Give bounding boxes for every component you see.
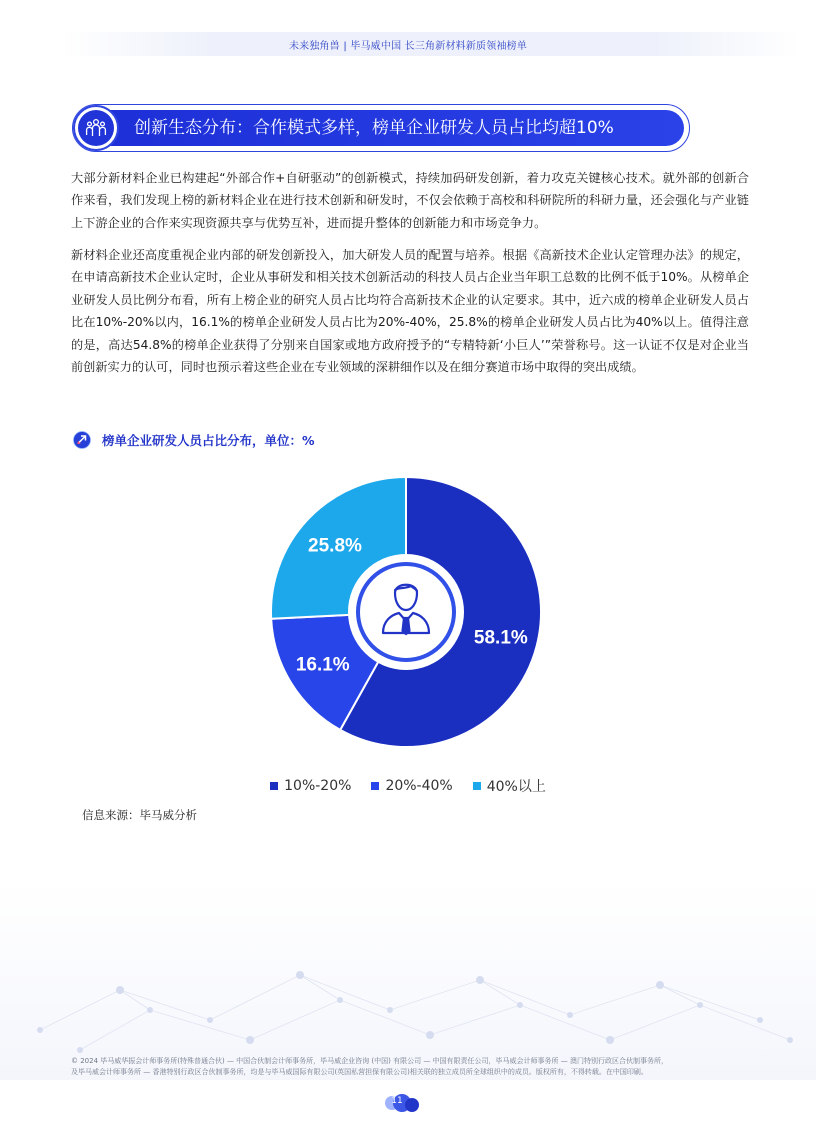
legend-item-20-40 — [371, 776, 452, 796]
data-label-3: 25.8% — [308, 535, 362, 557]
body-paragraph-2: 新材料企业还高度重视企业内部的研发创新投入，加大研发人员的配置与培养。根据《高新技术企业认定管理办法》的规定，在申请高新技术企业认定时，企业从事研发和相关技术创新活动的科技人员占企业当年职工总数的比例不低于10%。从榜单企业研发人员比例分布看，所有上榜企业的研究人员占比均符合高新技术企业的认定要求。其中，近六成的榜单企业研发人员占比在10%-20%以内，16.1%的榜单企业研发人员占比为20%-40%，25.8%的榜单企业研发人员占比为40%以上。值得注意的是，高达54.8%的榜单企业获得了分别来自国家或地方政府授予的“专精特新‘小巨人’”荣誉称号。这一认证不仅是对企业当前创新实力的认可，同时也预示着这些企业在专业领域的深耕细作以及在细分赛道市场中取得的突出成绩。 — [71, 248, 749, 375]
copyright-footer — [71, 1056, 751, 1078]
legend-label: 20%-40% — [385, 778, 453, 794]
team-icon — [78, 110, 114, 146]
legend-item-10-20 — [270, 776, 351, 796]
legend-swatch — [270, 782, 278, 790]
legend-label: 10%-20% — [284, 778, 352, 794]
footer-line-1: © 2024 毕马威华振会计师事务所(特殊普通合伙) — 中国合伙制会计师事务所，毕马威企业咨询 (中国) 有限公司 — 中国有限责任公司，毕马威会计师事务所 — 澳门特别行政区合伙制事务所， — [71, 1057, 668, 1065]
legend-item-40-plus — [473, 776, 546, 796]
network-background — [0, 880, 816, 1080]
running-header: 未来独角兽 | 毕马威中国 长三角新材料新质领袖榜单 — [288, 41, 528, 52]
legend-swatch — [371, 782, 379, 790]
chart-bullet-icon — [73, 431, 91, 449]
donut-chart — [255, 465, 561, 765]
chart-legend — [0, 776, 816, 796]
page-number: 11 — [391, 1096, 403, 1106]
chart-title: 榜单企业研发人员占比分布，单位：% — [102, 433, 315, 448]
source-note: 信息来源：毕马威分析 — [82, 808, 197, 822]
chart-center — [348, 554, 464, 670]
footer-line-2: 及毕马威会计师事务所 — 香港特别行政区合伙制事务所，均是与毕马威国际有限公司(英国私营担保有限公司)相关联的独立成员所全球组织中的成员。版权所有，不得转载。在中国印刷。 — [71, 1068, 648, 1076]
data-label-1: 58.1% — [473, 627, 528, 649]
legend-label: 40%以上 — [486, 779, 546, 795]
body-paragraph-1: 大部分新材料企业已构建起“外部合作+自研驱动”的创新模式，持续加码研发创新，着力攻克关键核心技术。就外部的创新合作来看，我们发现上榜的新材料企业在进行技术创新和研发时，不仅会依赖于高校和科研院所的科研力量，还会强化与产业链上下游企业的合作来实现资源共享与优势互补，进而提升整体的创新能力和市场竞争力。 — [71, 171, 749, 230]
section-title: 创新生态分布：合作模式多样，榜单企业研发人员占比均超10% — [134, 118, 614, 138]
center-hole — [348, 554, 464, 670]
data-label-2: 16.1% — [295, 654, 350, 676]
chart-title-row — [73, 430, 315, 450]
legend-swatch — [473, 782, 481, 790]
